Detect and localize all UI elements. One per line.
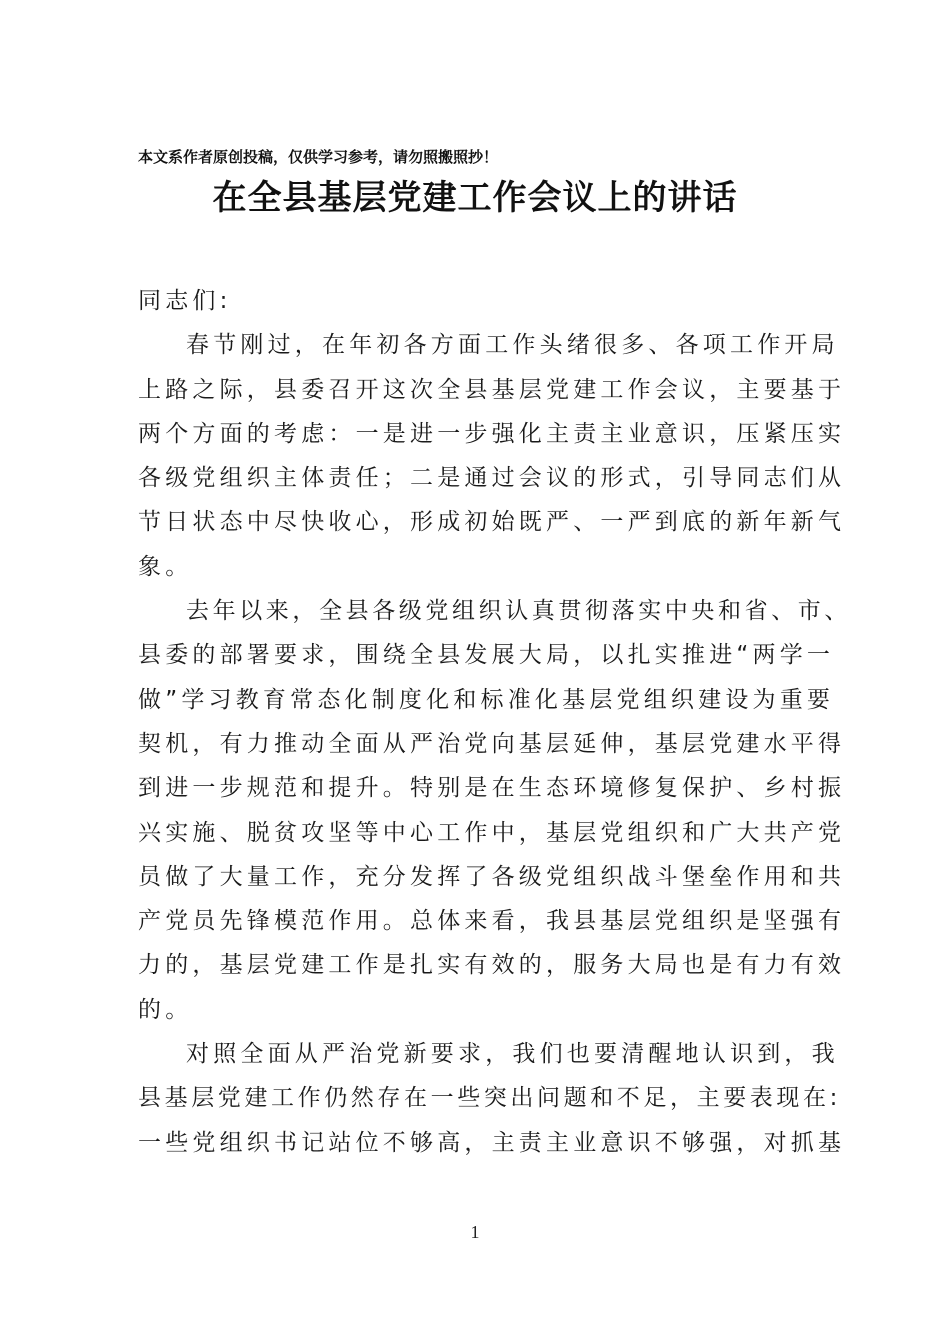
paragraph-line: 做”学习教育常态化制度化和标准化基层党组织建设为重要 <box>138 686 835 713</box>
paragraph-line: 上路之际，县委召开这次全县基层党建工作会议，主要基于 <box>138 376 846 403</box>
paragraph-line: 兴实施、脱贫攻坚等中心工作中，基层党组织和广大共产党 <box>138 819 846 846</box>
paragraph-line: 春节刚过，在年初各方面工作头绪很多、各项工作开局 <box>186 332 839 359</box>
paragraph-line: 对照全面从严治党新要求，我们也要清醒地认识到，我 <box>186 1041 839 1068</box>
page-number: 1 <box>470 1222 480 1242</box>
paragraph-line: 各级党组织主体责任；二是通过会议的形式，引导同志们从 <box>138 465 846 492</box>
paragraph-line: 的。 <box>138 996 193 1023</box>
paragraph-line: 节日状态中尽快收心，形成初始既严、一严到底的新年新气 <box>138 509 846 536</box>
paragraph-line: 象。 <box>138 553 193 580</box>
paragraph-line: 去年以来，全县各级党组织认真贯彻落实中央和省、市、 <box>186 598 851 625</box>
paragraph-line: 产党员先锋模范作用。总体来看，我县基层党组织是坚强有 <box>138 908 846 935</box>
page-title: 在全县基层党建工作会议上的讲话 <box>212 178 738 218</box>
paragraph-line: 一些党组织书记站位不够高，主责主业意识不够强，对抓基 <box>138 1129 846 1156</box>
copyright-notice: 本文系作者原创投稿，仅供学习参考，请勿照搬照抄！ <box>138 148 499 166</box>
paragraph-line: 员做了大量工作，充分发挥了各级党组织战斗堡垒作用和共 <box>138 863 846 890</box>
paragraph-line: 两个方面的考虑：一是进一步强化主责主业意识，压紧压实 <box>138 420 846 447</box>
paragraph-line: 县委的部署要求，围绕全县发展大局，以扎实推进“两学一 <box>138 642 835 669</box>
document-body <box>138 279 851 1165</box>
paragraph-line: 契机，有力推动全面从严治党向基层延伸，基层党建水平得 <box>138 730 846 757</box>
paragraph-line: 力的，基层党建工作是扎实有效的，服务大局也是有力有效 <box>138 952 846 979</box>
paragraph-line: 到进一步规范和提升。特别是在生态环境修复保护、乡村振 <box>138 775 846 802</box>
paragraph-line: 县基层党建工作仍然存在一些突出问题和不足，主要表现在: <box>138 1085 841 1112</box>
salutation: 同志们: <box>138 288 232 314</box>
